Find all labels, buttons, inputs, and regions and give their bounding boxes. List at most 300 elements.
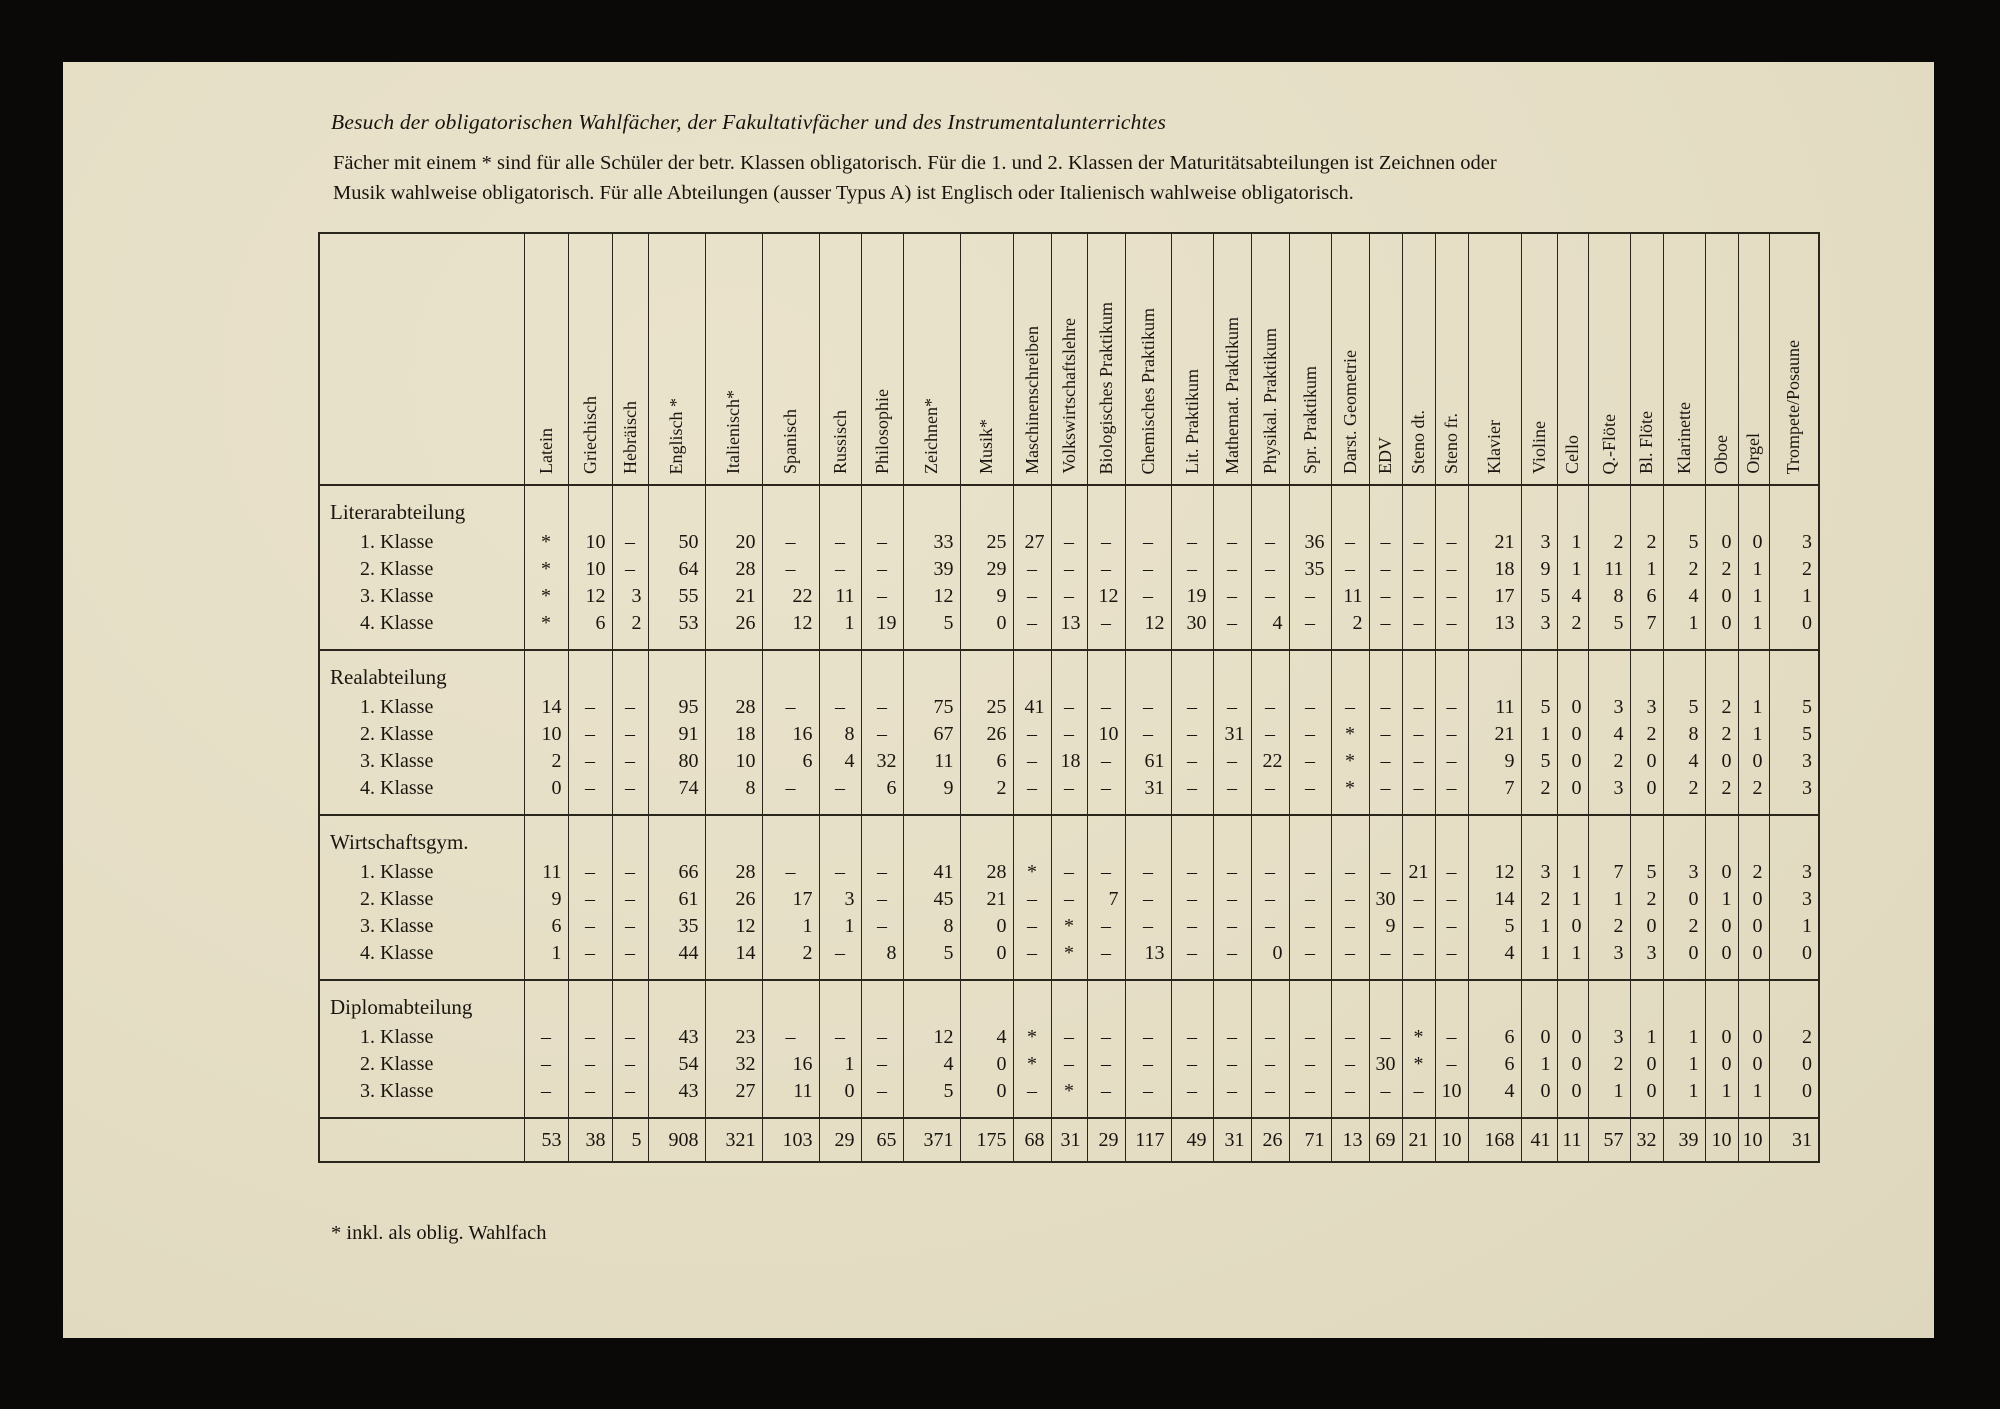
spacer-cell [1213, 650, 1251, 694]
value-cell: 14 [524, 694, 568, 721]
column-header-label: Bl. Flöte [1636, 410, 1657, 474]
value-cell: – [1369, 694, 1402, 721]
value-cell: – [1051, 886, 1087, 913]
spacer-cell [524, 980, 568, 1024]
spacer-cell [1402, 650, 1435, 694]
spacer-cell [1521, 650, 1557, 694]
value-cell: – [861, 1024, 903, 1051]
value-cell: 117 [1125, 1118, 1171, 1162]
value-cell: – [1213, 940, 1251, 967]
spacer-cell [1557, 485, 1588, 529]
column-header-label: Musik* [976, 418, 997, 474]
class-row-label: 4. Klasse [360, 942, 434, 964]
intro-line: Musik wahlweise obligatorisch. Für alle Abteilungen (ausser Typus A) ist Englisch oder Italienisch wahlweise obligatorisch. [333, 182, 1354, 205]
value-cell: 80 [648, 748, 705, 775]
spacer-cell [1087, 650, 1125, 694]
value-cell: 5 [1468, 913, 1521, 940]
spacer-cell [1769, 815, 1819, 859]
spacer-cell [1435, 637, 1468, 650]
spacer-cell [1738, 485, 1769, 529]
column-header [1557, 233, 1588, 485]
value-cell: – [819, 1024, 861, 1051]
value-cell: 0 [1557, 1024, 1588, 1051]
value-cell: – [1369, 940, 1402, 967]
spacer-cell [1468, 967, 1521, 980]
spacer-cell [1087, 967, 1125, 980]
value-cell: – [1251, 775, 1289, 802]
value-cell: 0 [1738, 913, 1769, 940]
value-cell: – [1435, 748, 1468, 775]
column-header-label: Trompete/Posaune [1783, 339, 1804, 474]
value-cell: 11 [762, 1078, 819, 1105]
value-cell: – [762, 694, 819, 721]
value-cell: 5 [903, 940, 960, 967]
value-cell: 0 [1557, 775, 1588, 802]
value-cell: 2 [1630, 886, 1663, 913]
table-row [319, 694, 1819, 721]
value-cell: 1 [1521, 940, 1557, 967]
spacer-cell [1705, 637, 1738, 650]
value-cell: 9 [1468, 748, 1521, 775]
value-cell: 27 [1013, 529, 1051, 556]
spacer-cell [1435, 650, 1468, 694]
spacer-cell [1251, 637, 1289, 650]
value-cell: 6 [1630, 583, 1663, 610]
value-cell: – [1251, 721, 1289, 748]
spacer-cell [960, 650, 1013, 694]
spacer-cell [568, 650, 612, 694]
value-cell: 3 [1521, 529, 1557, 556]
spacer-cell [861, 967, 903, 980]
value-cell: 6 [960, 748, 1013, 775]
value-cell: 6 [1468, 1024, 1521, 1051]
value-cell: – [1013, 886, 1051, 913]
value-cell: 2 [1521, 775, 1557, 802]
value-cell: – [568, 1078, 612, 1105]
spacer-cell [1630, 802, 1663, 815]
spacer-cell [762, 815, 819, 859]
value-cell: 2 [1588, 913, 1630, 940]
value-cell: 6 [861, 775, 903, 802]
class-row-label: 2. Klasse [360, 888, 434, 910]
spacer-cell [1588, 802, 1630, 815]
column-header [1289, 233, 1331, 485]
value-cell: 168 [1468, 1118, 1521, 1162]
spacer-cell [1013, 967, 1051, 980]
spacer-cell [1402, 980, 1435, 1024]
spacer-cell [648, 980, 705, 1024]
value-cell: 21 [705, 583, 762, 610]
class-row-label: 2. Klasse [360, 723, 434, 745]
value-cell: 10 [1435, 1118, 1468, 1162]
column-header [1705, 233, 1738, 485]
spacer-cell [1125, 637, 1171, 650]
column-header [1213, 233, 1251, 485]
value-cell: – [1213, 748, 1251, 775]
spacer-cell [568, 980, 612, 1024]
value-cell: 0 [1705, 529, 1738, 556]
value-cell: – [1331, 913, 1369, 940]
value-cell: 0 [960, 1078, 1013, 1105]
value-cell: 21 [960, 886, 1013, 913]
value-cell: 41 [1013, 694, 1051, 721]
value-cell: – [524, 1024, 568, 1051]
class-row-label: 3. Klasse [360, 585, 434, 607]
value-cell: – [1289, 886, 1331, 913]
value-cell: 30 [1171, 610, 1213, 637]
value-cell: 0 [1769, 1051, 1819, 1078]
value-cell: 0 [819, 1078, 861, 1105]
value-cell: – [1435, 1024, 1468, 1051]
value-cell: 0 [1705, 940, 1738, 967]
value-cell: 4 [960, 1024, 1013, 1051]
value-cell: 2 [762, 940, 819, 967]
value-cell: 27 [705, 1078, 762, 1105]
value-cell: 10 [1705, 1118, 1738, 1162]
value-cell: 2 [1630, 529, 1663, 556]
spacer-cell [568, 815, 612, 859]
value-cell: – [819, 556, 861, 583]
spacer-cell [1171, 980, 1213, 1024]
column-header [524, 233, 568, 485]
value-cell: 13 [1125, 940, 1171, 967]
value-cell: 10 [1738, 1118, 1769, 1162]
value-cell: – [1013, 775, 1051, 802]
value-cell: – [1435, 940, 1468, 967]
value-cell: 0 [1769, 940, 1819, 967]
spacer-cell [1705, 1105, 1738, 1118]
spacer-cell [819, 980, 861, 1024]
value-cell: 0 [1630, 913, 1663, 940]
spacer-cell [1251, 802, 1289, 815]
spacer-cell [903, 485, 960, 529]
value-cell: – [1289, 748, 1331, 775]
value-cell: – [1213, 913, 1251, 940]
value-cell: – [1213, 775, 1251, 802]
value-cell: 18 [705, 721, 762, 748]
value-cell: – [1289, 610, 1331, 637]
column-header-label: Zeichnen* [921, 398, 942, 474]
value-cell: 321 [705, 1118, 762, 1162]
spacer-cell [1013, 802, 1051, 815]
spacer-cell [1435, 1105, 1468, 1118]
value-cell: – [1251, 529, 1289, 556]
value-cell: 12 [1468, 859, 1521, 886]
value-cell: 19 [861, 610, 903, 637]
value-cell: 4 [1468, 1078, 1521, 1105]
column-header-label: Italienisch* [723, 390, 744, 474]
spacer-cell [1251, 980, 1289, 1024]
value-cell: – [1013, 721, 1051, 748]
value-cell: – [1435, 721, 1468, 748]
value-cell: 2 [1663, 775, 1705, 802]
value-cell: – [1087, 748, 1125, 775]
value-cell: – [1013, 1078, 1051, 1105]
value-cell: 32 [705, 1051, 762, 1078]
value-cell: 13 [1051, 610, 1087, 637]
spacer-cell [319, 802, 524, 815]
spacer-cell [861, 485, 903, 529]
column-header-label: Klavier [1484, 420, 1505, 474]
value-cell: 21 [1468, 721, 1521, 748]
value-cell: 1 [1705, 1078, 1738, 1105]
value-cell: – [1435, 556, 1468, 583]
column-header [568, 233, 612, 485]
value-cell: – [819, 694, 861, 721]
spacer-cell [568, 1105, 612, 1118]
value-cell: 5 [1630, 859, 1663, 886]
spacer-cell [705, 980, 762, 1024]
value-cell: 3 [1588, 1024, 1630, 1051]
value-cell: – [1435, 583, 1468, 610]
value-cell: 3 [612, 583, 648, 610]
column-header-label: Orgel [1743, 433, 1764, 474]
column-header [1588, 233, 1630, 485]
value-cell: – [1125, 721, 1171, 748]
spacer-cell [1521, 485, 1557, 529]
value-cell: – [1087, 556, 1125, 583]
value-cell: – [568, 694, 612, 721]
value-cell: 3 [1769, 748, 1819, 775]
value-cell: * [1402, 1051, 1435, 1078]
intro-line: Fächer mit einem * sind für alle Schüler der betr. Klassen obligatorisch. Für die 1. und 2. Klassen der Maturitätsabteilungen ist Zeichnen oder [333, 152, 1497, 174]
value-cell: – [1402, 583, 1435, 610]
value-cell: – [1051, 721, 1087, 748]
spacer-cell [1663, 637, 1705, 650]
spacer-cell [524, 637, 568, 650]
value-cell: 1 [1663, 1078, 1705, 1105]
value-cell: 11 [1588, 556, 1630, 583]
value-cell: 16 [762, 721, 819, 748]
spacer-cell [903, 1105, 960, 1118]
value-cell: 3 [1521, 859, 1557, 886]
value-cell: – [1435, 694, 1468, 721]
value-cell: – [1213, 556, 1251, 583]
spacer-cell [1087, 980, 1125, 1024]
spacer-cell [1171, 637, 1213, 650]
value-cell: – [612, 556, 648, 583]
spacer-cell [1738, 802, 1769, 815]
spacer-cell [1705, 967, 1738, 980]
value-cell: 0 [1557, 1051, 1588, 1078]
value-cell: 6 [524, 913, 568, 940]
class-row-label: 1. Klasse [360, 696, 434, 718]
value-cell: 5 [903, 610, 960, 637]
spacer-cell [1738, 1105, 1769, 1118]
value-cell: 0 [1705, 1024, 1738, 1051]
spacer-cell [1663, 980, 1705, 1024]
column-header [1435, 233, 1468, 485]
value-cell: 3 [1663, 859, 1705, 886]
value-cell: 31 [1213, 1118, 1251, 1162]
table-section [319, 815, 1819, 980]
value-cell: 0 [1630, 748, 1663, 775]
value-cell: 8 [1663, 721, 1705, 748]
value-cell: 6 [762, 748, 819, 775]
spacer-cell [1125, 980, 1171, 1024]
spacer-cell [1557, 980, 1588, 1024]
value-cell: 9 [960, 583, 1013, 610]
value-cell: 0 [960, 1051, 1013, 1078]
spacer-cell [1630, 650, 1663, 694]
spacer-cell [1435, 815, 1468, 859]
value-cell: 22 [762, 583, 819, 610]
spacer-cell [612, 485, 648, 529]
value-cell: 91 [648, 721, 705, 748]
value-cell: 61 [648, 886, 705, 913]
value-cell: 2 [1588, 748, 1630, 775]
value-cell: – [1331, 1024, 1369, 1051]
spacer-cell [1468, 637, 1521, 650]
spacer-cell [1013, 650, 1051, 694]
value-cell: 41 [1521, 1118, 1557, 1162]
column-header-label: Physikal. Praktikum [1259, 327, 1280, 474]
value-cell: – [1087, 1024, 1125, 1051]
spacer-cell [648, 637, 705, 650]
spacer-cell [1402, 485, 1435, 529]
spacer-cell [1171, 967, 1213, 980]
value-cell: – [819, 940, 861, 967]
spacer-cell [819, 967, 861, 980]
value-cell: – [861, 721, 903, 748]
spacer-cell [1087, 815, 1125, 859]
value-cell: 1 [1663, 610, 1705, 637]
value-cell: 36 [1289, 529, 1331, 556]
spacer-cell [1331, 637, 1369, 650]
spacer-cell [568, 802, 612, 815]
spacer-cell [1402, 1105, 1435, 1118]
column-header-label: Englisch * [666, 397, 687, 474]
value-cell: – [1289, 1024, 1331, 1051]
value-cell: – [1171, 886, 1213, 913]
value-cell: – [861, 1051, 903, 1078]
value-cell: 1 [1588, 886, 1630, 913]
value-cell: 39 [1663, 1118, 1705, 1162]
value-cell: 4 [819, 748, 861, 775]
spacer-cell [648, 650, 705, 694]
spacer-cell [1013, 815, 1051, 859]
value-cell: – [861, 859, 903, 886]
column-header-label: Steno fr. [1441, 413, 1462, 474]
value-cell: – [1171, 556, 1213, 583]
table-row [319, 721, 1819, 748]
spacer-cell [1557, 815, 1588, 859]
value-cell: 4 [1557, 583, 1588, 610]
value-cell: – [1125, 1051, 1171, 1078]
spacer-cell [705, 637, 762, 650]
class-row-label: 3. Klasse [360, 1080, 434, 1102]
value-cell: – [1251, 859, 1289, 886]
value-cell: – [762, 1024, 819, 1051]
value-cell: * [1051, 913, 1087, 940]
value-cell: 5 [612, 1118, 648, 1162]
value-cell: 21 [1468, 529, 1521, 556]
value-cell: 1 [819, 913, 861, 940]
page-title: Besuch der obligatorischen Wahlfächer, der Fakultativfächer und des Instrumentalunterrichtes [331, 110, 1167, 134]
spacer-cell [1051, 967, 1087, 980]
value-cell: 1 [1588, 1078, 1630, 1105]
value-cell: 65 [861, 1118, 903, 1162]
value-cell: 2 [1705, 694, 1738, 721]
spacer-cell [762, 802, 819, 815]
spacer-cell [1705, 485, 1738, 529]
table-row [319, 1024, 1819, 1051]
value-cell: – [568, 1024, 612, 1051]
spacer-cell [1663, 815, 1705, 859]
spacer-cell [524, 1105, 568, 1118]
value-cell: 30 [1369, 1051, 1402, 1078]
value-cell: – [861, 529, 903, 556]
value-cell: 0 [1630, 775, 1663, 802]
value-cell: – [568, 775, 612, 802]
spacer-cell [762, 485, 819, 529]
column-header-label: Mathemat. Praktikum [1221, 317, 1242, 474]
value-cell: 41 [903, 859, 960, 886]
value-cell: * [1331, 775, 1369, 802]
column-header-label: Biologisches Praktikum [1095, 301, 1116, 474]
value-cell: 26 [705, 610, 762, 637]
spacer-cell [1213, 815, 1251, 859]
value-cell: 5 [1663, 529, 1705, 556]
value-cell: – [568, 886, 612, 913]
value-cell: 1 [819, 610, 861, 637]
value-cell: – [1013, 913, 1051, 940]
value-cell: 29 [960, 556, 1013, 583]
value-cell: – [612, 859, 648, 886]
value-cell: – [1087, 859, 1125, 886]
value-cell: 53 [524, 1118, 568, 1162]
value-cell: – [1289, 694, 1331, 721]
value-cell: – [1402, 694, 1435, 721]
value-cell: – [762, 859, 819, 886]
value-cell: 1 [762, 913, 819, 940]
value-cell: 0 [1705, 859, 1738, 886]
class-row-label: 1. Klasse [360, 531, 434, 553]
column-header [1630, 233, 1663, 485]
value-cell: – [524, 1078, 568, 1105]
column-header-label: Spr. Praktikum [1299, 365, 1320, 474]
spacer-cell [1468, 1105, 1521, 1118]
column-header [705, 233, 762, 485]
value-cell: 2 [1630, 721, 1663, 748]
value-cell: 14 [705, 940, 762, 967]
value-cell: – [1051, 1024, 1087, 1051]
table-row [319, 529, 1819, 556]
value-cell: 5 [903, 1078, 960, 1105]
value-cell: 1 [1521, 1051, 1557, 1078]
value-cell: – [1051, 694, 1087, 721]
spacer-cell [903, 650, 960, 694]
spacer-cell [960, 980, 1013, 1024]
spacer-cell [319, 637, 524, 650]
value-cell: 8 [861, 940, 903, 967]
spacer-cell [1468, 485, 1521, 529]
value-cell: 6 [568, 610, 612, 637]
value-cell: 3 [1769, 859, 1819, 886]
spacer-cell [1331, 980, 1369, 1024]
spacer-cell [1051, 1105, 1087, 1118]
value-cell: – [524, 1051, 568, 1078]
value-cell: – [819, 775, 861, 802]
value-cell: 5 [1521, 748, 1557, 775]
spacer-cell [1213, 485, 1251, 529]
spacer-cell [819, 637, 861, 650]
spacer-cell [1630, 815, 1663, 859]
value-cell: 17 [762, 886, 819, 913]
spacer-cell [524, 967, 568, 980]
value-cell: – [1289, 1051, 1331, 1078]
value-cell: 21 [1402, 859, 1435, 886]
